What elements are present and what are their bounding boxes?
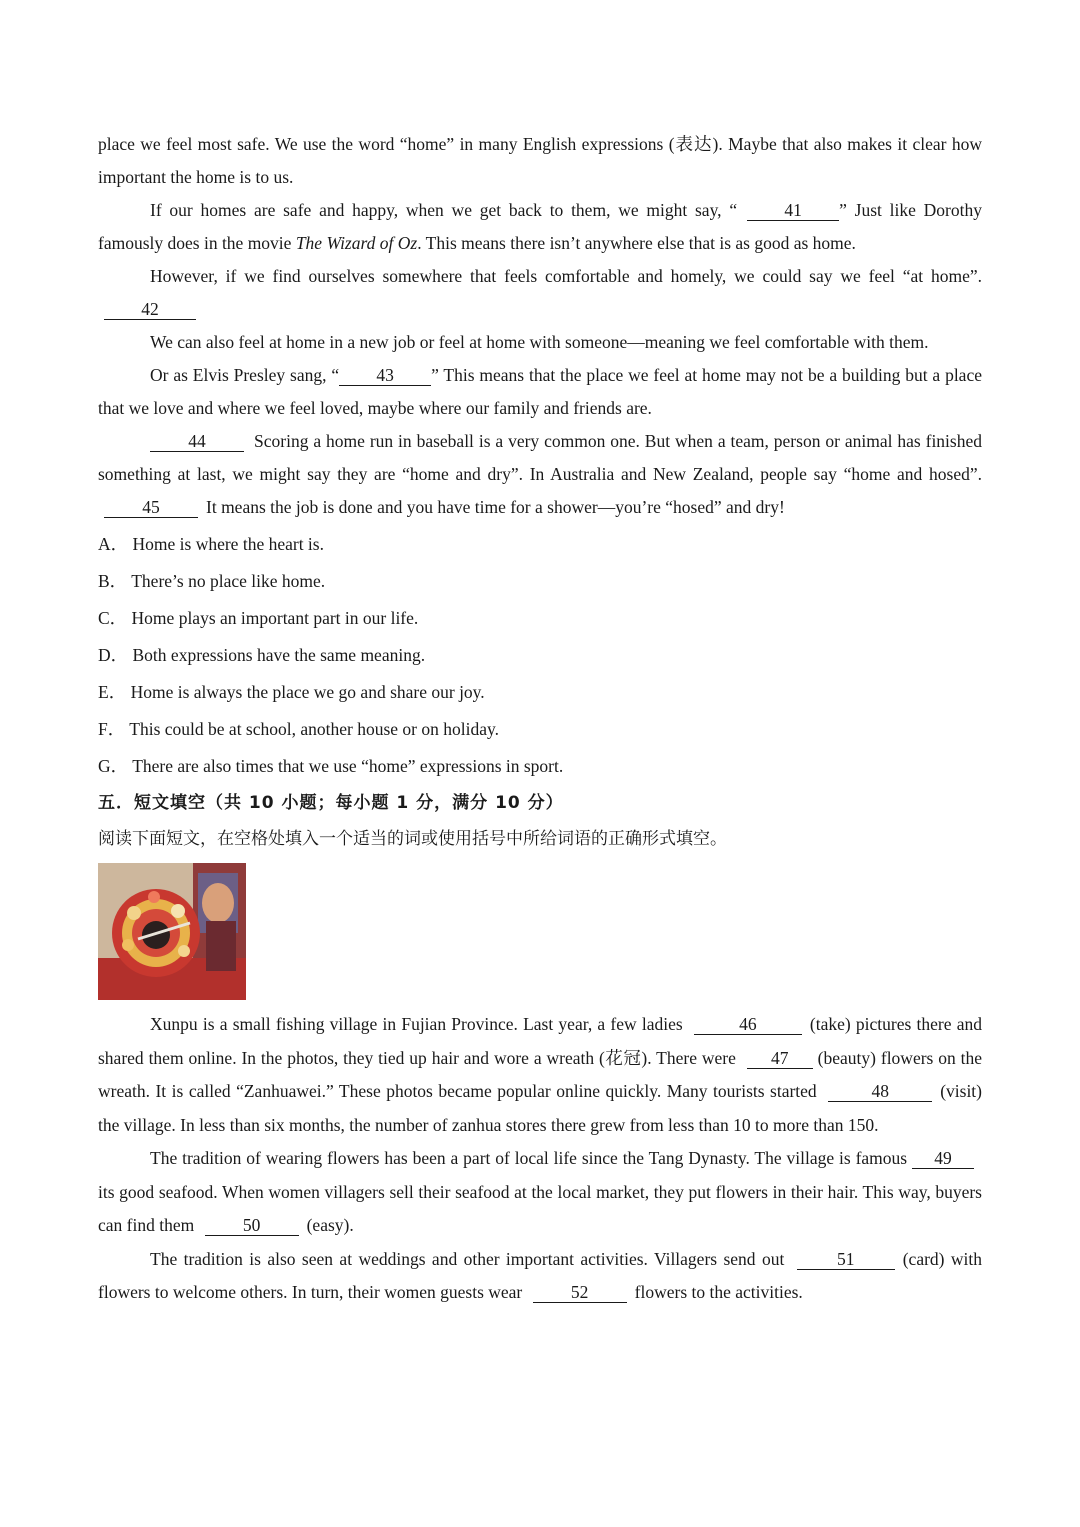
blank-48[interactable]: 48: [828, 1081, 932, 1102]
paragraph-text: Xunpu is a small fishing village in Fujian Province. Last year, a few ladies: [150, 1014, 683, 1034]
blank-42[interactable]: 42: [104, 299, 196, 320]
blank-43[interactable]: 43: [339, 365, 431, 386]
blank-52[interactable]: 52: [533, 1282, 627, 1303]
option-d[interactable]: D． Both expressions have the same meaning.: [98, 645, 426, 665]
blank-50[interactable]: 50: [205, 1215, 299, 1236]
zanhua-photo: [98, 863, 246, 1000]
paragraph-text: However, if we find ourselves somewhere that feels comfortable and homely, we could say we feel “at home”.: [150, 266, 982, 286]
option-c[interactable]: C． Home plays an important part in our life.: [98, 608, 419, 628]
options-list: [98, 526, 982, 785]
paragraph-text: The tradition is also seen at weddings and other important activities. Villagers send out: [150, 1248, 785, 1269]
paragraph-46-48: [98, 1008, 982, 1142]
paragraph-text: It means the job is done and you have time for a shower—you’re “hosed” and dry!: [206, 497, 785, 517]
paragraph-text: ” This means that the place we feel at home may not be a building but a place that we love and where we feel loved, maybe where our family and friends are.: [98, 365, 982, 418]
option-g[interactable]: G． There are also times that we use “home” expressions in sport.: [98, 756, 564, 776]
paragraph-text: (card) with flowers to welcome others. In turn, their women guests wear: [98, 1248, 983, 1302]
paragraph-43: [98, 359, 982, 425]
paragraph-text: ” Just like Dorothy famously does in the movie: [98, 200, 982, 253]
document-page: [98, 128, 982, 1310]
paragraph-text: (easy).: [306, 1215, 354, 1235]
blank-47[interactable]: 47: [747, 1048, 813, 1069]
movie-title: The Wizard of Oz: [295, 233, 418, 253]
paragraph-text: If our homes are safe and happy, when we get back to them, we might say, “: [150, 200, 738, 220]
paragraph-text: flowers to the activities.: [634, 1282, 803, 1302]
zanhua-photo-illustration: [98, 863, 246, 1000]
paragraph-49-50: [98, 1142, 982, 1243]
option-b[interactable]: B． There’s no place like home.: [98, 571, 326, 591]
paragraph-text: its good seafood. When women villagers sell their seafood at the local market, they put flowers in their hair. This way, buyers can find them: [98, 1181, 982, 1235]
paragraph-feel-at-home: [98, 326, 982, 359]
paragraph-42: [98, 260, 982, 326]
blank-44[interactable]: 44: [150, 431, 244, 452]
blank-41[interactable]: 41: [747, 200, 839, 221]
option-a[interactable]: A． Home is where the heart is.: [98, 534, 324, 554]
paragraph-text: place we feel most safe. We use the word “home” in many English expressions (表达). Maybe that also makes it clear how important the home is to us.: [98, 134, 982, 187]
paragraph-51-52: [98, 1243, 982, 1310]
blank-46[interactable]: 46: [694, 1014, 802, 1035]
paragraph-44-45: [98, 425, 982, 524]
paragraph-text: We can also feel at home in a new job or feel at home with someone—meaning we feel comfortable with them.: [150, 332, 929, 352]
paragraph-intro: [98, 128, 982, 194]
option-f[interactable]: F． This could be at school, another house or on holiday.: [98, 719, 499, 739]
paragraph-text: . This means there isn’t anywhere else that is as good as home.: [417, 233, 856, 253]
section-instruction: 阅读下面短文，在空格处填入一个适当的词或使用括号中所给词语的正确形式填空。: [98, 829, 727, 849]
paragraph-text: (take) pictures there and shared them online. In the photos, they tied up hair and wore a wreath (花冠). There were: [98, 1014, 982, 1068]
paragraph-text: (visit) the village. In less than six months, the number of zanhua stores there grew from less than 10 to more than 150.: [98, 1081, 982, 1135]
blank-51[interactable]: 51: [797, 1249, 895, 1270]
paragraph-text: The tradition of wearing flowers has been a part of local life since the Tang Dynasty. The village is famous: [150, 1148, 908, 1168]
section-title: 五．短文填空（共 10 小题；每小题 1 分，满分 10 分）: [98, 793, 564, 813]
blank-49[interactable]: 49: [912, 1148, 974, 1169]
paragraph-41: [98, 194, 982, 260]
paragraph-text: Or as Elvis Presley sang, “: [150, 365, 340, 385]
option-e[interactable]: E． Home is always the place we go and share our joy.: [98, 682, 485, 702]
blank-45[interactable]: 45: [104, 497, 198, 518]
paragraph-text: Scoring a home run in baseball is a very common one. But when a team, person or animal has finished something at last, we might say they are “home and dry”. In Australia and New Zealand, people say “home and hosed”.: [98, 431, 982, 484]
paragraph-text: (beauty) flowers on the wreath. It is called “Zanhuawei.” These photos became popular online quickly. Many tourists started: [98, 1047, 983, 1101]
